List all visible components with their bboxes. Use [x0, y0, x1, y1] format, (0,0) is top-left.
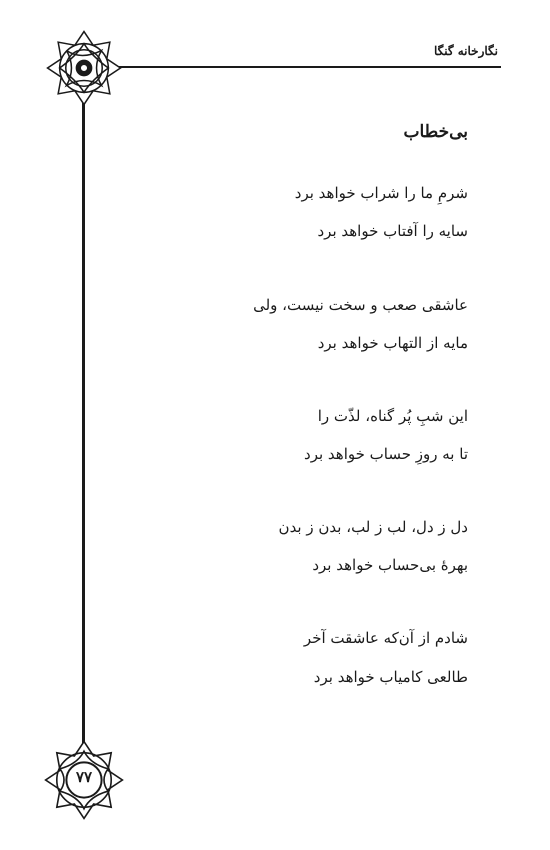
verse-line: تا به روزِ حساب خواهد برد: [304, 445, 468, 463]
verse-line: مایه از التهاب خواهد برد: [317, 334, 468, 352]
page-number: ۷۷: [75, 768, 93, 786]
verse-line: شرمِ ما را شراب خواهد برد: [294, 184, 468, 202]
verse-line: بهرهٔ بی‌حساب خواهد برد: [312, 556, 468, 574]
header-rule: [82, 66, 501, 68]
verse-line: عاشقی صعب و سخت نیست، ولی: [253, 296, 468, 314]
top-rosette-ornament-icon: [46, 30, 122, 106]
verse-line: این شبِ پُر گناه، لذّت را: [317, 407, 468, 425]
verse-line: طالعی کامیاب خواهد برد: [313, 668, 468, 686]
poem-title: بی‌خطاب: [403, 122, 468, 142]
verse-line: سایه را آفتاب خواهد برد: [317, 222, 468, 240]
verse-line: دل ز دل، لب ز لب، بدن ز بدن: [278, 518, 468, 536]
running-header-title: نگارخانه گنگا: [433, 44, 498, 58]
verse-line: شادم از آن‌که عاشقت آخر: [303, 629, 468, 647]
margin-vertical-rule: [82, 40, 85, 780]
